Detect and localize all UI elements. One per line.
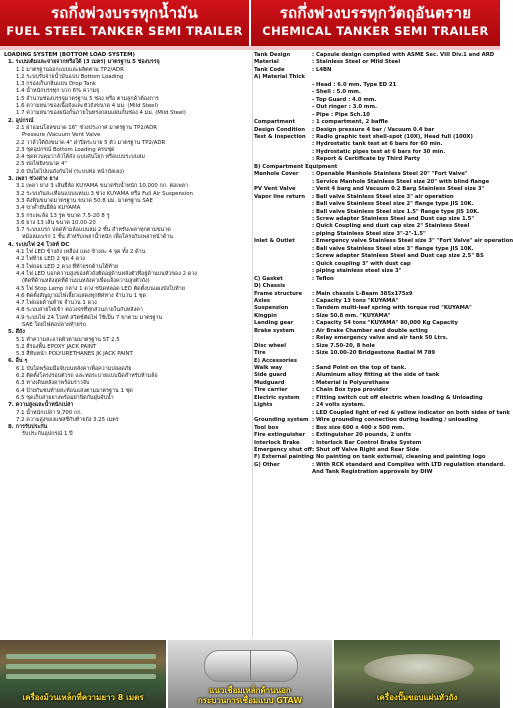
spec-row [254,350,498,357]
spec-key: Tire carrier [254,387,288,394]
spec-key: C) Gasket [254,275,283,282]
spec-value: : 24 volts system. [312,402,366,409]
spec-value: : Material is Polyurethane [312,379,390,386]
spec-list-item: 3.5 กระทะล้อ 13 รูต ขนาด 7.5-20 8 รู [16,212,110,219]
spec-key: Electric system [254,394,300,401]
spec-key [254,141,312,148]
spec-key: F) External painting [254,454,314,461]
spec-key: Lights [254,402,273,409]
spec-row [254,313,498,320]
spec-value: : No painting on tank external, cleaning and painting logo [312,454,486,461]
header-left-title-th: รถกึ่งพ่วงบรรทุกน้ำมัน [50,4,199,22]
spec-list-item: 3.6 ยาง 13 เส้น ขนาด 10.00-20 [16,219,96,226]
spec-key: Material [254,59,279,66]
spec-key [254,104,312,111]
spec-key [254,112,312,119]
spec-row [254,343,498,350]
spec-value: : Quick coupling 3" with dust cap [312,260,411,267]
spec-section-heading: 5. สีถัง [8,329,25,336]
rolling-bar-shape [6,664,156,669]
spec-row [254,305,498,312]
spec-key [254,223,312,230]
photo-flanging-machine [334,640,500,708]
spec-list-item: 2.3 ชุดอุปกรณ์ Bottom Loading ครบชุด [16,146,115,153]
spec-list-item: 4.4 ไฟ LED บอกความสูงของตัวถังติดอยู่ด้านหลังตัวที่อยู่ด้านบนหัวของ 2 ดวง [16,270,197,277]
spec-value: : Aluminum alloy fitting at the side of tank [312,372,440,379]
spec-value: : Sand Point on the top of tank. [312,365,407,372]
spec-list-item: SAE โดยไฟต่อปลายท้ายรถ [22,321,86,328]
spec-row [254,432,498,439]
spec-row [254,372,498,379]
spec-row [254,276,498,283]
header-left [0,0,251,46]
spec-value: : Box size 600 x 400 x 500 mm. [312,424,405,431]
spec-list-item: 1.2 ระบบรับจ่ายน้ำมันแบบ Bottom Loading [16,73,124,80]
spec-key [254,156,312,163]
spec-key [254,410,312,417]
spec-value: : Service Manhole Stainless Steel size 20" with blind flange [312,178,490,185]
spec-row [254,134,498,141]
spec-key [254,335,312,342]
photo-strip [0,640,500,708]
spec-value: : 1 compartment, 2 baffle [312,119,388,126]
spec-list-item: หม้อลมเบรก 1 ชั้น สำหรับเพลาน้ำหนัก เพื่อโครงกับเพลาหน้าด้าน [22,234,173,241]
spec-row [254,209,498,216]
spec-key: Tire [254,350,266,357]
spec-row [254,231,498,238]
spec-key: Manhole Cover [254,171,299,178]
rolling-bar-shape [6,674,156,679]
spec-value: : Extinguisher 20 pounds, 2 units [312,432,412,439]
spec-row [254,238,498,245]
spec-key: Tool box [254,424,279,431]
spec-row [254,223,498,230]
spec-key: Kingpin [254,312,277,319]
spec-row [254,298,498,305]
spec-row [254,119,498,126]
spec-value: : piping Stainless Steel size 3"-2"-1.5" [312,230,426,237]
spec-list-item: รับประกันอุปกรณ์ 1 ปี [22,431,73,438]
spec-value: : Interlock Bar Control Brake System [312,439,422,446]
page-header [0,0,500,46]
spec-list-item: 4.3 ไฟถอย LED 2 ดวง ที่ท้ายรถด้านใต้ท้าย [16,263,119,270]
photo-caption-3: เครื่องปั๊มขอบแผ่นหัวถัง [376,693,458,702]
spec-key: Emergency shut off [254,447,312,454]
spec-list-item: 4.6 ติดตั้งสัญญาณไฟเลี้ยวแสดงทุกทิศทาง จำนวน 1 ชุด [16,292,146,299]
spec-key: PV Vent Valve [254,186,296,193]
spec-key [254,261,312,268]
spec-value: : Wire grounding connection during loading / unloading [312,417,478,424]
spec-key [254,469,312,476]
spec-row [254,112,498,119]
spec-key: Mudguard [254,379,285,386]
spec-section-heading: LOADING SYSTEM (BOTTOM LOAD SYSTEM) [4,52,135,58]
spec-row [254,186,498,193]
spec-section-heading: 2. อุปกรณ์ [8,117,34,124]
spec-value [312,164,498,171]
photo-caption-2-line2: กระบวนการเชื่อมแบบ GTAW [197,696,303,705]
spec-list-item: 5.1 ทำความสะอาดผิวตามมาตรฐาน ST 2.5 [16,336,120,343]
spec-row [254,164,498,171]
spec-row [254,89,498,96]
spec-row [254,440,498,447]
spec-value: : Capacity 13 tons "KUYAMA" [312,297,399,304]
spec-list-item: 2.1 ฝาแมนโฮลขนาด 16" ช่วงประกาศ มาตรฐาน TP2/ADR [16,124,158,131]
spec-value: - Out ringer : 3.0 mm. [312,104,377,111]
spec-value: : Hydrostatic pipes test at 6 bars for 30 min. [312,148,446,155]
spec-value: : With RCK standard and Complies with LTD regulation standard. [312,461,506,468]
spec-value: : L4BN [312,66,332,73]
spec-list-item: 4.5 ไฟ Stop Lamp กลาง 1 ดวง ชนิดหลอด LED ติดตั้งบนแผงบังใบท้าย [16,285,185,292]
spec-list-item: 1.3 กรองเก็บกลิ่นแบบ Drop Tank [16,81,97,88]
spec-row [254,67,498,74]
tank-shell-shape [204,650,298,682]
spec-key [254,179,312,186]
column-divider [252,52,253,638]
spec-section-heading: 1. ระบบเติมและจ่ายจากหรือใต้ (3 เมตร) มาตรฐาน 5 ช่องบรรจุ [8,59,160,66]
spec-list-item: 6.1 บันไดพร้อมมือจับบนหลังคาเพื่อความปลอดภัย [16,365,132,372]
spec-list-item: 3.2 ระบบกันสะเทือนแบบแหนบ 3 ช่วง KUYAMA หรือ Full Air Suspension [16,190,193,197]
header-right [251,0,500,46]
spec-list-item: 6.2 ติดตั้งโครงรอบตัวรถ และท่อระบายแบบฉีดสำหรับห้ามล้อ [16,373,158,380]
photo-caption-2-line1: แนวเชื่อมเหล็กด้านนอก [209,686,291,695]
spec-value: : Radio graphic test shell-spot (10X), Head full (100X) [312,133,473,140]
spec-value: : Screw adapter Stainless Steel and Dust cap size 1.5" [312,215,475,222]
spec-row [254,104,498,111]
spec-row [254,246,498,253]
spec-key: D) Chassis [254,283,286,290]
spec-row [254,59,498,66]
spec-key: G) Other [254,461,280,468]
spec-key: Axles [254,297,271,304]
spec-value: : Chain Box type provider [312,387,389,394]
fuel-tanker-spec-list [4,52,252,638]
spec-list-item: 2.5 ท่อไฟยิงขนาด 4" [16,161,67,168]
spec-key: Grounding system [254,417,309,424]
spec-list-item: (ติดที่ด้านหลังสุดที่ด้านบนหลังคาเพื่อแจ้งความสูงตัวถัง) [22,278,150,285]
spec-list-item: 2.2 วาล์วใต้ถังขนาด 4" ฝาปิดระบาย 5 ตัว มาตรฐาน TP2/ADR [16,139,166,146]
spec-value: : Report & Certificate by Third Party [312,156,421,163]
spec-value: : Size 7.50-20, 8 hole [312,342,375,349]
spec-key: Brake system [254,327,295,334]
spec-row [254,283,498,290]
spec-row [254,127,498,134]
spec-value: : Shut off Valve Right and Rear Side [312,447,420,454]
spec-row [254,395,498,402]
spec-list-item: 1.5 จำนวนช่องบรรจุมาตรฐาน 5 ช่อง หรือ ตามลูกค้าต้องการ [16,95,159,102]
spec-key [254,82,312,89]
spec-section-heading: 6. อื่น ๆ [8,358,28,365]
photo-caption-2 [168,686,332,706]
spec-value: : Capacity 54 tons "KUYAMA" 80,000 Kg Capacity [312,320,458,327]
spec-row [254,216,498,223]
spec-value: : piping stainless steel size 3" [312,268,402,275]
spec-row [254,365,498,372]
spec-value: : Main chassis L-Beam 385x175x9 [312,290,413,297]
spec-value: : Design pressure 4 bar / Vacuum 0.4 bar [312,126,435,133]
spec-value: : LED Coupled light of red & yellow indicator on both sides of tank [312,409,510,416]
spec-value: : Ball valve Stainless Steel size 3" flange type JIS 10K. [312,245,474,252]
spec-list-item: 2.4 ชุดควบคุมวาล์วใต้ถัง แบบคันโยก หรือแบบระบบลม [16,154,145,161]
spec-row [254,268,498,275]
spec-list-item: 1.6 ความหนาของเนื้อถังและหัวถังขนาด 4 มม. (Mild Steel) [16,103,159,110]
spec-list-item: 4.8 ระบบสายไฟเข้า ต่อวงจรที่ทุกส่วนภายในกับหลังคา [16,307,143,314]
spec-key: Vapor line return [254,193,306,200]
spec-list-item: 1.7 ความหนาของผนังกั้นภายในทรงกลมแผ่นกั้นช่อง 4 มม. (Mild Steel) [16,110,186,117]
spec-row [254,97,498,104]
spec-key [254,97,312,104]
spec-list-item: Pressure /Vacuum Vent Valve [22,132,101,139]
spec-key [254,209,312,216]
spec-list-item: 3.7 ระบบเบรก ปลดห้ามล้อแบบลม 2 ชั้น สำหรับเพลาทุกตามขนาด [16,227,171,234]
spec-row [254,52,498,59]
spec-value: - Top Guard : 4.0 mm. [312,96,377,103]
header-stripe [0,46,500,50]
spec-row [254,201,498,208]
spec-list-item: 3.1 เพลา ยาง 3 เส้นยี่ห้อ KUYAMA ขนาดรับน้ำหนัก 10,000 กก. ต่อเพลา [16,183,188,190]
spec-row [254,82,498,89]
spec-list-item: 2.6 บันไดไปบนถังกันไฟ (ระบบท่อ หน้าบัลเลง) [16,168,125,175]
spec-value: : Ball valve Stainless Steel size 2" flange type JIS 10K. [312,201,474,208]
spec-key [254,89,312,96]
spec-list-item: 4.9 ระบบไฟ 24 โวลท์ สวิตช์ตัดไฟ ใช้เป็น 7 ขาตาม มาตรฐาน [16,314,163,321]
spec-row [254,380,498,387]
spec-row [254,156,498,163]
spec-section-heading: 4. ระบบไฟ 24 โวลท์ DC [8,241,70,248]
spec-key: Landing gear [254,320,294,327]
spec-row [254,179,498,186]
spec-row [254,358,498,365]
spec-key: Walk way [254,365,283,372]
spec-key: A) Material Thick [254,74,305,81]
spec-key: Interlock Brake [254,439,300,446]
spec-row [254,194,498,201]
spec-list-item: 4.7 ไฟถอยด้านท้าย จำนวน 1 ดวง [16,300,97,307]
spec-section-heading: 8. การรับประกัน [8,424,48,431]
spec-value: : Ball valve Stainless Steel size 1.5" flange type JIS 10K. [312,208,480,215]
spec-row [254,141,498,148]
spec-key: Test & Inspection [254,133,306,140]
spec-list-item: 5.2 สีรองพื้น EPOXY JACK PAINT [16,343,97,350]
spec-key: Frame structure [254,290,303,297]
spec-value: : Fitting switch cut off electric when loading & Unloading [312,394,483,401]
spec-value: : Emergency valve Stainless Steel size 3" "Fort Valve" air operation [312,238,513,245]
spec-value [312,283,498,290]
spec-value: : Air Brake Chamber and double acting [312,327,428,334]
spec-value: : Teflon [312,275,334,282]
spec-value: : Vent 4 barg and Vacuum 0.2 Barg Stainless Steel size 3" [312,186,485,193]
spec-row [254,447,498,454]
tank-head-disc-shape [364,654,474,684]
spec-key [254,201,312,208]
spec-key: Design Condition [254,126,306,133]
spec-row [254,387,498,394]
spec-key: Tank Design [254,52,291,58]
spec-key: Side guard [254,372,287,379]
spec-row [254,261,498,268]
photo-gtaw-weld [168,640,332,708]
photo-rolling-machine [0,640,166,708]
spec-row [254,425,498,432]
spec-key [254,253,312,260]
spec-key [254,246,312,253]
spec-section-heading: 3. เพลา ช่วงล่าง ยาง [8,176,59,183]
spec-key [254,268,312,275]
header-left-title-en: FUEL STEEL TANKER SEMI TRAILER [6,24,243,38]
spec-value: : Ball valve Stainless Steel size 3" air operation [312,193,454,200]
spec-list-item: 6.3 ทางเดินหลังคาพร้อมราวจับ [16,380,90,387]
spec-list-item: 3.3 คิงพินขนาดมาตรฐาน ขนาด 50.8 มม. มาตรฐาน SAE [16,197,153,204]
spec-list-item: 7.2 ความสูงของแชสซีกับท้ายถัง 3.25 เมตร [16,416,119,423]
spec-value: : Screw adapter Stainless Steel and Dust cap size 2.5" BS [312,253,484,260]
rolling-bar-shape [6,654,156,659]
spec-value: : Capsule design complied with ASME Sec. VIII Div.1 and ARD [312,52,495,58]
spec-key: Fire extinguisher [254,432,306,439]
spec-section-heading: 7. ความสูงและน้ำหนักเปล่า [8,402,74,409]
spec-key [254,216,312,223]
spec-list-item: 1.4 น้ำหนักบรรทุก บวก 6% ความจุ [16,88,100,95]
header-right-title-en: CHEMICAL TANKER SEMI TRAILER [262,24,489,38]
spec-row [254,74,498,81]
spec-key: Inlet & Outlet [254,238,295,245]
header-right-title-th: รถกึ่งพ่วงบรรทุกวัตถุอันตราย [279,4,472,22]
spec-key: Suspension [254,305,289,312]
spec-key: E) Accessories [254,357,297,364]
spec-value: : Hydrostatic tank test at 6 bars for 60 min. [312,141,443,148]
spec-list-item: 1.1 มาตรฐานออกแบบและผลิตตาม TP2/ADR [16,66,124,73]
spec-row [254,462,498,469]
spec-row [254,410,498,417]
spec-key [254,149,312,156]
spec-list-item: 4.1 ไฟ LED ข้างถัง เหลือง แดง ข้างละ 4 จุด ทั้ง 2 ด้าน [16,249,146,256]
spec-list-item: 6.4 ป้ายกันชนท้ายสะท้อนแสงตามมาตรฐาน 1 ชุด [16,387,133,394]
spec-value: : Tandem multi-leaf spring with torque rod "KUYAMA" [312,305,472,312]
spec-value: : Stainless Steel or Mild Steel [312,59,401,66]
spec-row [254,253,498,260]
spec-row [254,149,498,156]
spec-list-item: 7.1 น้ำหนักเปล่า 9,700 กก. [16,409,83,416]
spec-row [254,291,498,298]
chemical-tanker-spec-table [254,52,513,638]
spec-value [312,358,498,365]
spec-value: - Pipe : Pipe Sch.10 [312,111,370,118]
spec-row [254,328,498,335]
spec-row [254,469,498,476]
spec-row [254,417,498,424]
spec-row [254,454,498,461]
spec-key: Disc wheel [254,342,287,349]
spec-value: - Shell : 5.0 mm. [312,89,361,96]
spec-key: Tank Code [254,66,285,73]
photo-caption-1: เครื่องม้วนเหล็กที่ความยาว 8 เมตร [22,693,144,702]
spec-row [254,335,498,342]
spec-key: Compartment [254,119,295,126]
spec-row [254,402,498,409]
spec-value: : Size 50.8 mm. "KUYAMA" [312,312,391,319]
spec-list-item: 6.5 ชุดเก็บสายยางพร้อมฝาปิดกันฝุ่นจับน้ำ [16,394,114,401]
spec-value: : Quick Coupling and dust cap size 2" Stainless Steel [312,223,470,230]
spec-value: : Openable Manhole Stainless Steel 20" "Fort Valve" [312,171,468,178]
spec-key: B) Compartment Equipment [254,163,338,170]
spec-value: : Relay emergency valve and air tank 50 Ltrs. [312,335,448,342]
spec-key [254,231,312,238]
spec-value [312,74,498,81]
spec-value: And Tank Registration approvals by DIW [312,469,433,476]
spec-row [254,171,498,178]
weld-seam-shape [250,650,251,680]
spec-row [254,320,498,327]
spec-list-item: 4.2 ไฟท้าย LED 2 ชุด 4 ดวง [16,256,85,263]
spec-list-item: 5.3 สีทับหน้า POLYURETHANES JK JACK PAINT [16,351,133,358]
spec-value: - Head : 6.0 mm. Type ED 21 [312,81,397,88]
spec-value: : Size 10.00-20 Bridgestone Radial M 789 [312,350,436,357]
spec-list-item: 3.4 ขาค้ำยันยี่ห้อ KUYAMA [16,205,81,212]
